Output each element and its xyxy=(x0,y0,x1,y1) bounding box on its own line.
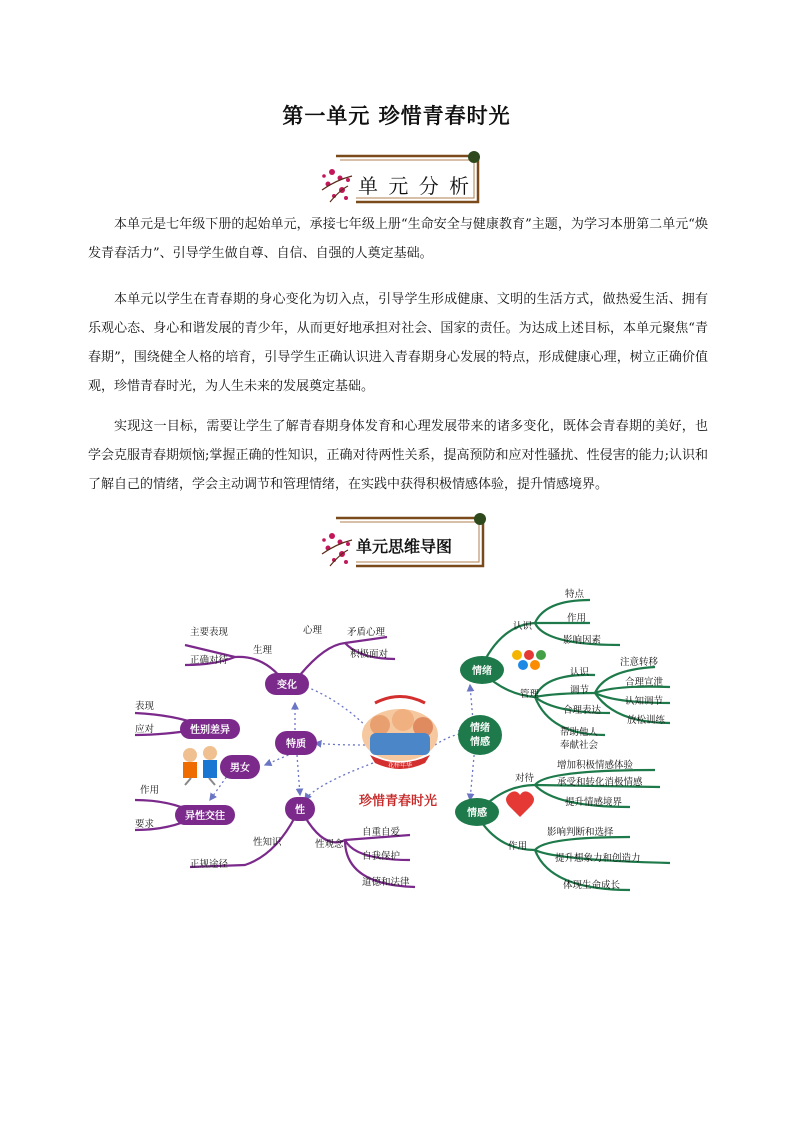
node-nannv: 男女 xyxy=(230,763,250,774)
mm-shengming: 体现生命成长 xyxy=(563,880,621,891)
mm-ziwo: 自我保护 xyxy=(362,851,401,862)
boy-girl-icon xyxy=(183,746,217,785)
node-xing: 性 xyxy=(295,805,305,816)
node-yixing: 异性交往 xyxy=(185,811,225,822)
heart-icon xyxy=(506,791,534,817)
mm-jiji: 积极面对 xyxy=(350,649,389,660)
mm-zhuyao: 主要表现 xyxy=(190,627,229,638)
node-qinggan: 情感 xyxy=(467,808,487,819)
section-label-mindmap: 单元思维导图 xyxy=(356,537,453,556)
mm-renshi: 认识 xyxy=(513,621,533,632)
mm-zhuyi: 注意转移 xyxy=(620,657,659,668)
mm-zuoyong1: 作用 xyxy=(567,613,587,624)
mm-heli-xuanxie: 合理宣泄 xyxy=(625,677,664,688)
mm-heli-biaoda: 合理表达 xyxy=(563,705,602,716)
node-change: 变化 xyxy=(277,680,297,691)
mm-duidai: 对待 xyxy=(515,773,535,784)
mm-renzhi: 认知调节 xyxy=(625,696,664,707)
mm-yingxiang: 影响因素 xyxy=(563,635,602,646)
section-label-analysis: 单 元 分 析 xyxy=(358,174,472,198)
mm-zuoyong: 作用 xyxy=(140,785,160,796)
node-tezhi: 特质 xyxy=(286,739,306,750)
mm-yaoqiu: 要求 xyxy=(135,819,155,830)
mm-xinli: 心理 xyxy=(303,625,323,636)
mm-zengjia: 增加积极情感体验 xyxy=(557,760,634,771)
mm-zizhong: 自重自爱 xyxy=(362,827,401,838)
mm-renshi2: 认识 xyxy=(570,667,590,678)
center-illustration xyxy=(362,697,438,770)
paragraph-3: 实现这一目标，需要让学生了解青春期身体发育和心理发展带来的诸多变化，既体会青春期的美好，也学会克服青春期烦恼;掌握正确的性知识，正确对待两性关系，提高预防和应对性骚扰、性侵害的能力;认识和了解自己的情绪，学会主动调节和管理情绪，在实践中获得积极情感体验，提升情感境界。 xyxy=(88,419,708,492)
mm-zuoyong2: 作用 xyxy=(508,841,528,852)
mm-shengli: 生理 xyxy=(253,645,273,656)
center-badge: 花样年华 xyxy=(387,762,413,769)
mm-chengshou: 承受和转化消极情感 xyxy=(557,777,643,788)
emotion-faces-icon xyxy=(512,650,546,670)
mm-tiaojie: 调节 xyxy=(570,685,590,696)
mindmap xyxy=(125,585,675,905)
node-xingbie: 性别差异 xyxy=(190,725,230,736)
section-header-mindmap xyxy=(318,512,493,572)
mm-guanli: 管理 xyxy=(520,689,540,700)
mm-panduan: 影响判断和选择 xyxy=(547,827,614,838)
mindmap-center-title: 珍惜青春时光 xyxy=(358,794,438,809)
mm-daode: 道德和法律 xyxy=(362,877,410,888)
mm-xingzhishi: 性知识 xyxy=(253,837,282,848)
mm-biaoxian: 表现 xyxy=(135,701,155,712)
node-qingxu-qinggan-1: 情绪 xyxy=(470,723,490,734)
mm-tedian: 特点 xyxy=(565,589,585,600)
mm-tisheng: 提升情感境界 xyxy=(565,797,623,808)
mm-yingdui: 应对 xyxy=(135,724,155,735)
node-qingxu-qinggan-2: 情感 xyxy=(470,737,490,748)
mm-fangsong: 放松训练 xyxy=(627,715,666,726)
mm-xiangxiang: 提升想象力和创造力 xyxy=(555,853,641,864)
mm-xingguan: 性观念 xyxy=(315,839,344,850)
mm-maodun: 矛盾心理 xyxy=(347,627,386,638)
mm-fengxian: 奉献社会 xyxy=(560,740,599,751)
node-qingxu: 情绪 xyxy=(472,666,492,677)
paragraph-1: 本单元是七年级下册的起始单元，承接七年级上册“生命安全与健康教育”主题，为学习本册第二单元“焕发青春活力”、引导学生做自尊、自信、自强的人奠定基础。 xyxy=(88,217,708,261)
page-title: 第一单元 珍惜青春时光 xyxy=(282,104,511,128)
mm-zhengque: 正确对待 xyxy=(190,655,229,666)
paragraph-2: 本单元以学生在青春期的身心变化为切入点，引导学生形成健康、文明的生活方式，做热爱生活、拥有乐观心态、身心和谐发展的青少年，从而更好地承担对社会、国家的责任。为达成上述目标，本单元聚焦“青春期”，围绕健全人格的培育，引导学生正确认识进入青春期身心发展的特点，形成健康心理，树立正确价值观，珍惜青春时光，为人生未来的发展奠定基础。 xyxy=(88,292,708,394)
mm-zhenggui: 正规途径 xyxy=(190,859,229,870)
section-header-analysis xyxy=(318,150,488,208)
mm-bangzhu: 帮助他人 xyxy=(560,727,599,738)
